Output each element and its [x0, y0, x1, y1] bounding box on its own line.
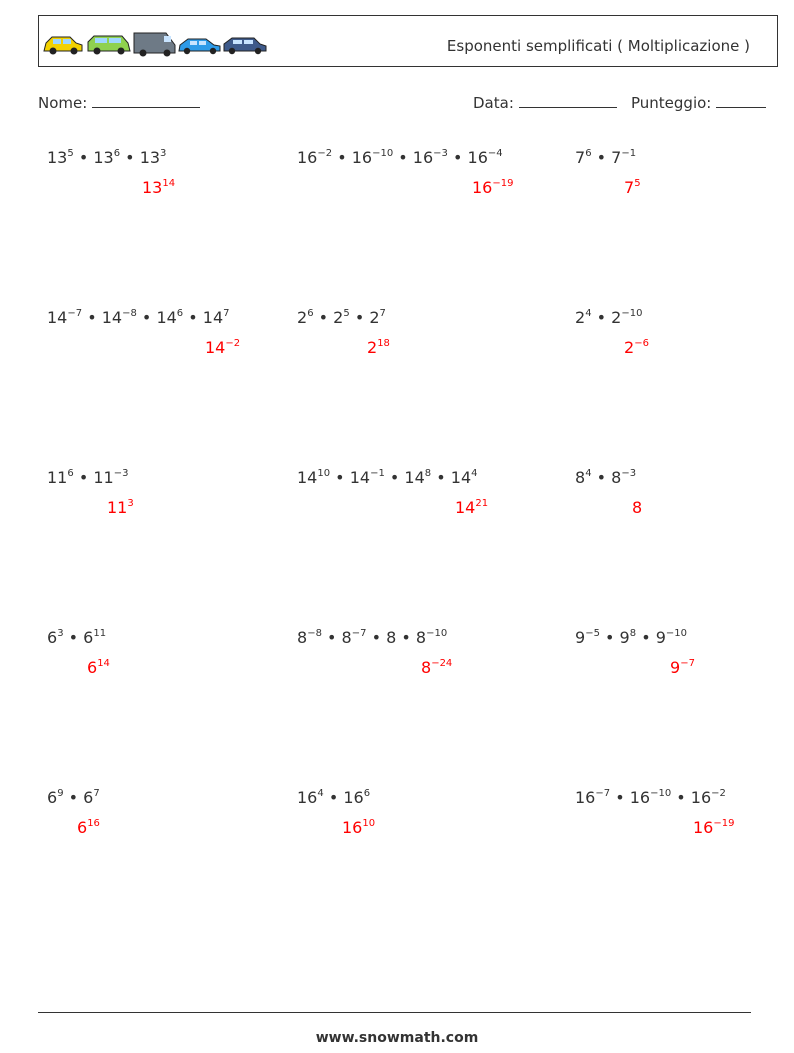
problem-expression: $11^6$ • $11^{-3}$	[47, 468, 129, 487]
name-field	[38, 93, 200, 112]
footer-website: www.snowmath.com	[315, 1030, 479, 1046]
problem-expression: $16^{-7}$ • $16^{-10}$ • $16^{-2}$	[575, 788, 726, 807]
navy-car-icon	[224, 38, 266, 54]
answer-expression: $11^3$	[107, 498, 134, 517]
name-blank[interactable]	[92, 93, 200, 108]
problem-expression: $8^4$ • $8^{-3}$	[575, 468, 637, 487]
score-blank[interactable]	[716, 93, 766, 108]
answer-expression: $6^{16}$	[77, 818, 100, 837]
date-label: Data:	[473, 94, 514, 112]
problem-expression: $6^9$ • $6^7$	[47, 788, 100, 807]
header-box	[38, 15, 778, 67]
answer-expression: $2^{18}$	[367, 338, 390, 357]
answer-expression: $9^{-7}$	[670, 658, 695, 677]
date-blank[interactable]	[519, 93, 617, 108]
score-field	[631, 93, 766, 112]
answer-expression: $7^5$	[624, 178, 641, 197]
problem-expression: $8^{-8}$ • $8^{-7}$ • 8 • $8^{-10}$	[297, 628, 448, 647]
problem-expression: $14^{-7}$ • $14^{-8}$ • $14^6$ • $14^7$	[47, 308, 230, 327]
cars-banner	[42, 29, 272, 59]
answer-expression: $13^{14}$	[142, 178, 176, 197]
green-car-icon	[88, 36, 130, 55]
problem-expression: $9^{-5}$ • $9^8$ • $9^{-10}$	[575, 628, 688, 647]
problem-expression: $16^{-2}$ • $16^{-10}$ • $16^{-3}$ • $16^{-4}$	[297, 148, 503, 167]
worksheet-title: Esponenti semplificati ( Moltiplicazione )	[446, 37, 750, 55]
answer-expression: $14^{21}$	[455, 498, 489, 517]
problem-expression: $6^3$ • $6^{11}$	[47, 628, 107, 647]
problem-expression: $13^5$ • $13^6$ • $13^3$	[47, 148, 167, 167]
problem-expression: $14^{10}$ • $14^{-1}$ • $14^8$ • $14^4$	[297, 468, 478, 487]
answer-expression: $16^{10}$	[342, 818, 376, 837]
answer-expression: $8^{-24}$	[421, 658, 453, 677]
answer-expression: 8	[632, 498, 643, 517]
answer-expression: $16^{-19}$	[472, 178, 514, 197]
date-field	[473, 93, 617, 112]
name-label: Nome:	[38, 94, 88, 112]
answer-expression: $14^{-2}$	[205, 338, 241, 357]
answer-expression: $16^{-19}$	[693, 818, 735, 837]
score-label: Punteggio:	[631, 94, 712, 112]
answer-expression: $6^{14}$	[87, 658, 110, 677]
problem-expression: $7^6$ • $7^{-1}$	[575, 148, 637, 167]
problem-expression: $2^4$ • $2^{-10}$	[575, 308, 643, 327]
blue-car-icon	[179, 39, 220, 54]
problem-expression: $16^4$ • $16^6$	[297, 788, 371, 807]
footer-divider	[38, 1012, 751, 1013]
yellow-car-icon	[44, 37, 82, 55]
gray-van-icon	[134, 33, 175, 57]
answer-expression: $2^{-6}$	[624, 338, 649, 357]
problem-expression: $2^6$ • $2^5$ • $2^7$	[297, 308, 386, 327]
